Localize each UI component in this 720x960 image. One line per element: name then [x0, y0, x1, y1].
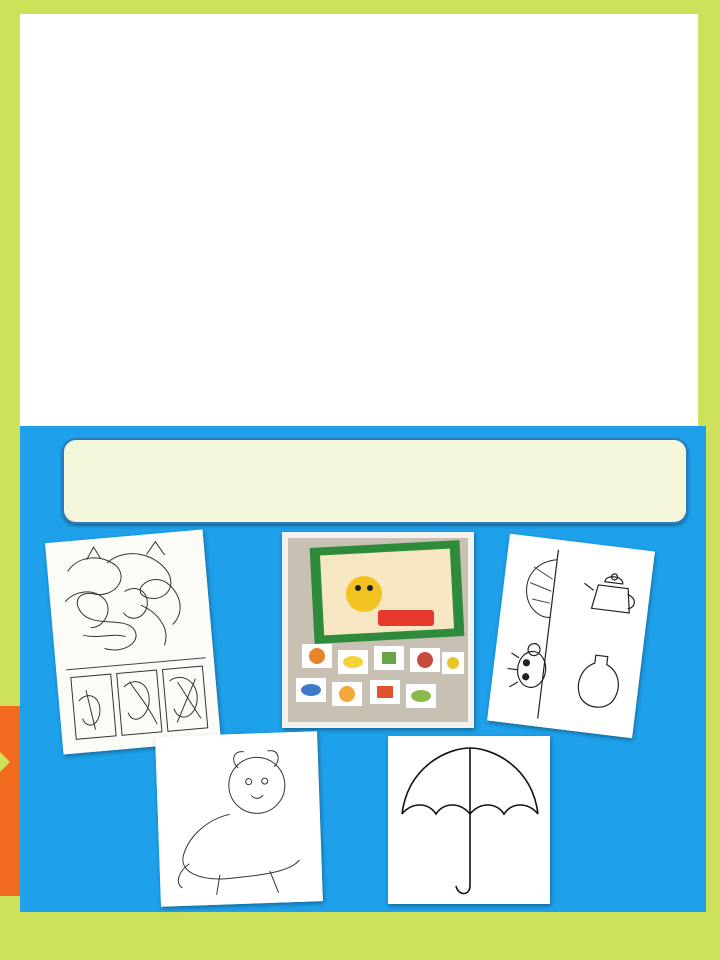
tab-notch — [0, 752, 10, 772]
footer — [112, 926, 118, 940]
contours-worksheet-photo — [45, 530, 221, 755]
exercises-title-box — [62, 438, 688, 524]
draw-half-worksheet-photo — [487, 534, 655, 738]
noisy-umbrella-photo — [388, 736, 550, 904]
pencils-left-decoration — [20, 14, 130, 426]
noisy-lion-photo — [155, 731, 323, 907]
side-tab — [0, 706, 20, 896]
kontury-game-photo — [282, 532, 474, 728]
info-card — [20, 14, 698, 426]
exercises-panel — [20, 426, 706, 912]
